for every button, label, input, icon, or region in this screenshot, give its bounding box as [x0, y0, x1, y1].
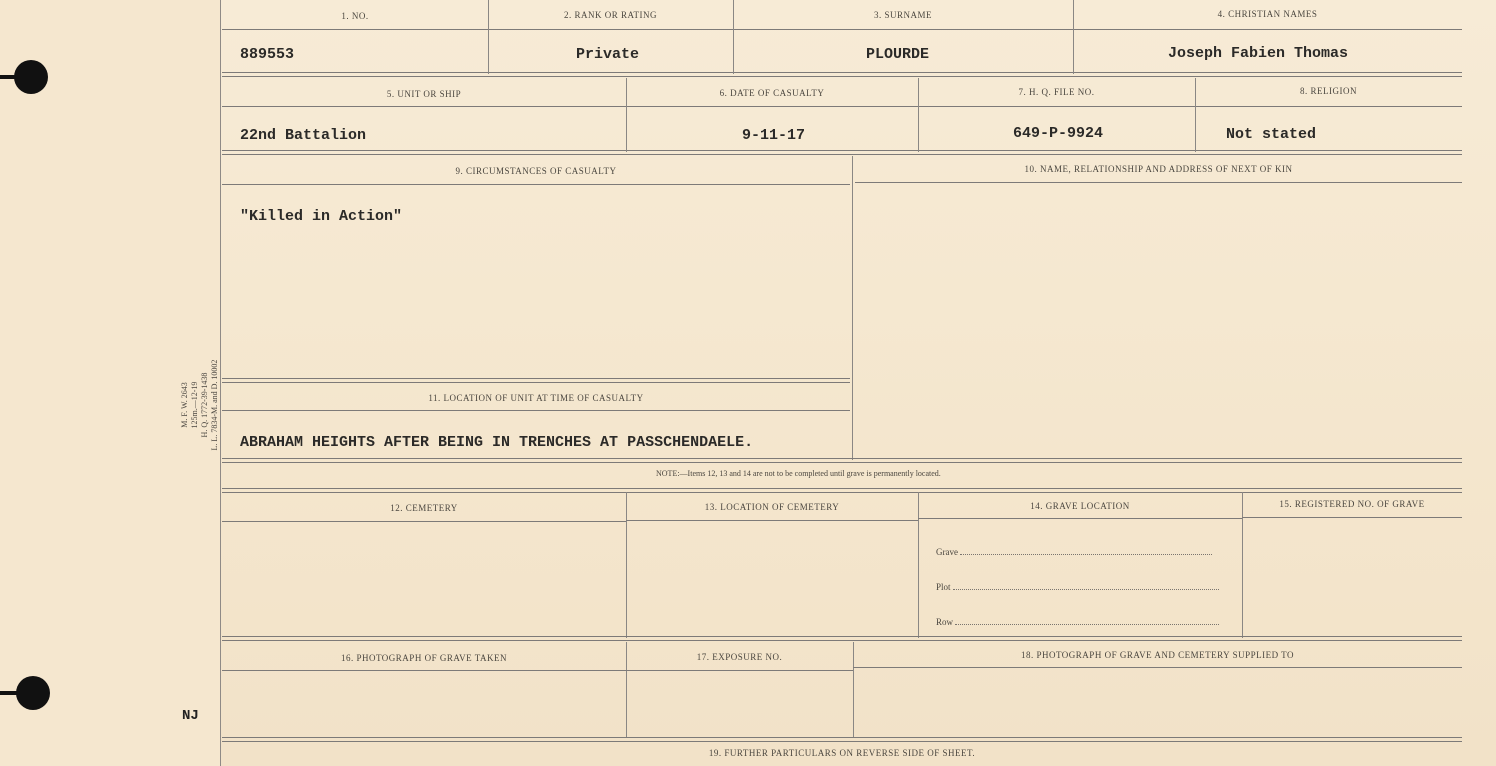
- rule: [222, 72, 1462, 77]
- label-photograph-supplied: 18. PHOTOGRAPH OF GRAVE AND CEMETERY SUPPLIED TO: [1020, 650, 1295, 660]
- plot-label: Plot: [936, 582, 951, 592]
- printer-code-line: H. Q. 1772-39-1438: [200, 372, 209, 438]
- rule: [852, 156, 853, 460]
- rule: [222, 670, 626, 671]
- label-location-of-unit: 11. LOCATION OF UNIT AT TIME OF CASUALTY: [428, 393, 644, 403]
- rule: [222, 410, 850, 411]
- printer-code: [180, 325, 220, 485]
- grave-dots: [960, 546, 1212, 555]
- printer-code-line: L. L. 7834-M. and D. 10002: [210, 359, 219, 451]
- rule: [1242, 517, 1462, 518]
- row-label: Row: [936, 617, 954, 627]
- rule: [222, 106, 1462, 107]
- rule: [1242, 492, 1243, 638]
- label-exposure-no: 17. EXPOSURE NO.: [696, 652, 783, 662]
- value-location-of-unit: ABRAHAM HEIGHTS AFTER BEING IN TRENCHES AT PASSCHENDAELE.: [240, 434, 754, 451]
- value-number: 889553: [240, 46, 295, 63]
- rule: [222, 150, 1462, 155]
- printer-code-line: 125m.—12-19: [190, 381, 199, 429]
- label-religion: 8. RELIGION: [1300, 86, 1357, 96]
- rule: [222, 29, 1462, 30]
- rule: [855, 182, 1462, 183]
- note-text: NOTE:—Items 12, 13 and 14 are not to be completed until grave is permanently located.: [656, 469, 941, 478]
- plot-dots: [953, 581, 1219, 590]
- rule: [222, 521, 626, 522]
- printer-code-line: M. F. W. 2643: [180, 382, 189, 428]
- label-rank: 2. RANK OR RATING: [563, 10, 657, 20]
- value-surname: PLOURDE: [866, 46, 930, 63]
- value-circumstances: "Killed in Action": [240, 208, 403, 225]
- label-christian-names: 4. CHRISTIAN NAMES: [1217, 9, 1318, 19]
- value-christian-names: Joseph Fabien Thomas: [1168, 45, 1349, 62]
- punch-hole-bottom: [16, 676, 50, 710]
- rule: [853, 667, 1462, 668]
- label-file-no: 7. H. Q. FILE NO.: [1018, 87, 1095, 97]
- label-registered-no: 15. REGISTERED NO. OF GRAVE: [1279, 499, 1425, 509]
- value-unit: 22nd Battalion: [240, 127, 367, 144]
- label-next-of-kin: 10. NAME, RELATIONSHIP AND ADDRESS OF NEXT OF KIN: [1024, 164, 1293, 174]
- value-religion: Not stated: [1226, 126, 1317, 143]
- rule: [626, 492, 627, 638]
- value-date: 9-11-17: [742, 127, 806, 144]
- rule: [222, 184, 850, 185]
- rule: [222, 378, 850, 383]
- label-surname: 3. SURNAME: [873, 10, 932, 20]
- label-date: 6. DATE OF CASUALTY: [719, 88, 825, 98]
- label-grave-location: 14. GRAVE LOCATION: [1030, 501, 1130, 511]
- rule: [222, 458, 1462, 463]
- rule: [626, 520, 918, 521]
- rule: [918, 492, 919, 638]
- plot-line: [936, 581, 1219, 592]
- row-line: [936, 616, 1219, 627]
- label-location-of-cemetery: 13. LOCATION OF CEMETERY: [704, 502, 840, 512]
- label-photograph-taken: 16. PHOTOGRAPH OF GRAVE TAKEN: [340, 653, 508, 663]
- value-file-no: 649-P-9924: [1013, 125, 1104, 142]
- rule: [222, 737, 1462, 742]
- label-number: 1. NO.: [341, 11, 369, 21]
- label-cemetery: 12. CEMETERY: [390, 503, 458, 513]
- rule: [222, 636, 1462, 641]
- rule: [626, 670, 853, 671]
- grave-label: Grave: [936, 547, 958, 557]
- label-unit: 5. UNIT OR SHIP: [386, 89, 462, 99]
- rule: [918, 518, 1242, 519]
- punch-hole-top-tail: [0, 75, 20, 79]
- value-rank: Private: [576, 46, 640, 63]
- punch-hole-bottom-tail: [0, 691, 20, 695]
- row-dots: [955, 616, 1219, 625]
- rule: [222, 488, 1462, 493]
- clerk-initials: NJ: [182, 708, 199, 724]
- label-circumstances: 9. CIRCUMSTANCES OF CASUALTY: [455, 166, 617, 176]
- label-further-particulars: 19. FURTHER PARTICULARS ON REVERSE SIDE OF SHEET.: [708, 748, 976, 758]
- grave-line: [936, 546, 1212, 557]
